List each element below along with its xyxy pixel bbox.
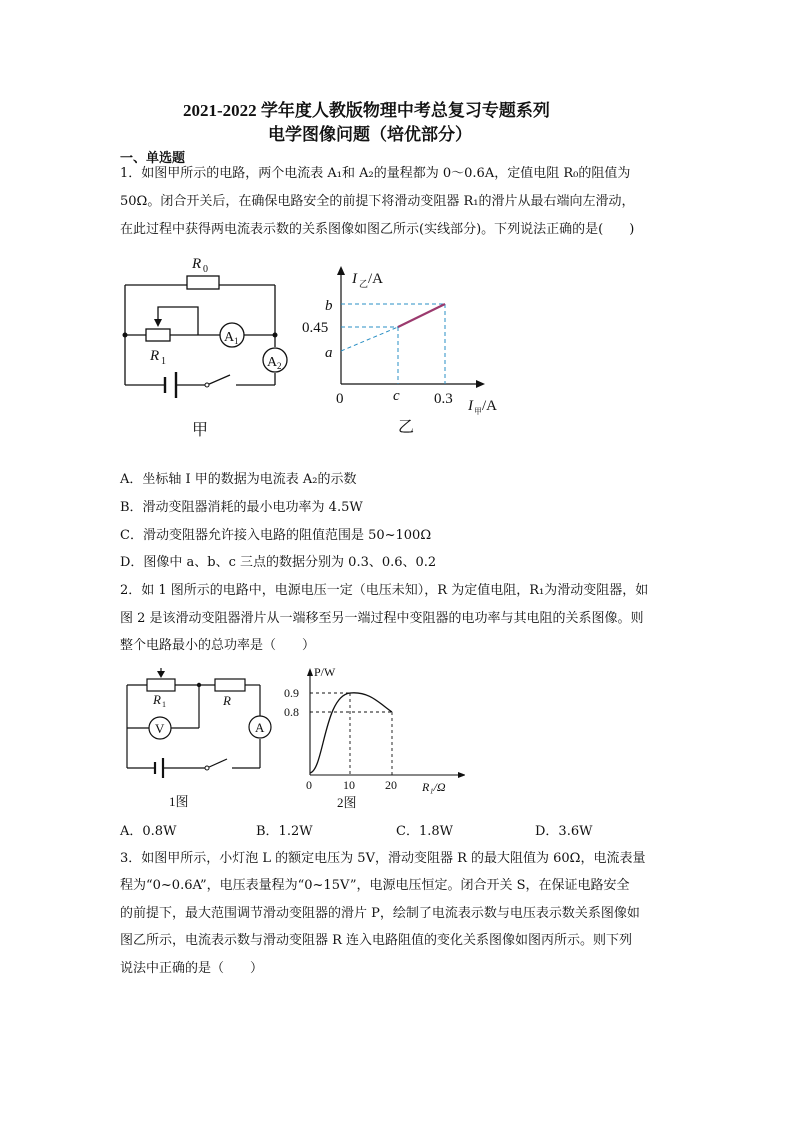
figure-caption-yi: 乙 bbox=[398, 419, 415, 436]
title-line-1: 2021-2022 学年度人教版物理中考总复习专题系列 bbox=[183, 101, 550, 120]
q1-circuit-figure bbox=[110, 245, 305, 440]
tick-045: 0.45 bbox=[302, 320, 329, 336]
ammeter-label: A bbox=[255, 720, 265, 735]
tick-20: 20 bbox=[385, 778, 397, 792]
y-axis-label-unit: /A bbox=[368, 271, 383, 287]
tick-c: c bbox=[393, 388, 400, 404]
x-axis-label: I bbox=[468, 398, 473, 414]
label-r1-sub: 1 bbox=[162, 700, 166, 709]
q2-line-1: 2．如 1 图所示的电路中，电源电压一定（电压未知），R 为定值电阻，R₁为滑动变阻器，如 bbox=[120, 583, 649, 598]
figure-caption-1: 1图 bbox=[169, 794, 189, 809]
title-line-2: 电学图像问题（培优部分） bbox=[268, 125, 472, 144]
x-axis-label: R₁/Ω bbox=[422, 780, 446, 794]
power-curve bbox=[310, 693, 392, 773]
tick-09: 0.9 bbox=[284, 686, 299, 700]
q1-option-d: D．图像中 a、b、c 三点的数据分别为 0.3、0.6、0.2 bbox=[120, 555, 437, 570]
q1-option-c: C．滑动变阻器允许接入电路的阻值范围是 50~100Ω bbox=[120, 528, 432, 543]
q3-line-1: 3．如图甲所示，小灯泡 L 的额定电压为 5V，滑动变阻器 R 的最大阻值为 60Ω，电流表量 bbox=[120, 851, 646, 866]
q1-line-3: 在此过程中获得两电流表示数的关系图像如图乙所示(实线部分)。下列说法正确的是( ) bbox=[120, 222, 635, 237]
q2-option-b: B．1.2W bbox=[256, 824, 313, 839]
figure-caption-2: 2图 bbox=[337, 795, 357, 810]
tick-b: b bbox=[325, 298, 333, 314]
y-axis-label: I bbox=[352, 271, 357, 287]
q3-line-4: 图乙所示，电流表示数与滑动变阻器 R 连入电路阻值的变化关系图像如图丙所示。则下列 bbox=[120, 933, 633, 948]
tick-08: 0.8 bbox=[284, 705, 299, 719]
ammeter-a2-label: A bbox=[267, 355, 278, 370]
q1-option-b: B．滑动变阻器消耗的最小电功率为 4.5W bbox=[120, 500, 363, 515]
x-axis-label-sub: 甲 bbox=[474, 407, 482, 416]
q3-line-3: 的前提下，最大范围调节滑动变阻器的滑片 P，绘制了电流表示数与电压表示数关系图像如 bbox=[120, 906, 640, 921]
label-r0-sub: 0 bbox=[203, 264, 208, 275]
q2-line-3: 整个电路最小的总功率是（ ） bbox=[120, 638, 316, 653]
y-axis-label: P/W bbox=[314, 665, 336, 679]
label-r0: R bbox=[192, 256, 202, 272]
q3-line-2: 程为“0~0.6A”，电压表量程为“0~15V”，电源电压恒定。闭合开关 S，在保证电路安全 bbox=[120, 878, 630, 893]
label-r: R bbox=[223, 693, 231, 708]
x-axis-label-unit: /A bbox=[482, 398, 497, 414]
q1-graph-figure bbox=[300, 258, 520, 438]
tick-03: 0.3 bbox=[434, 391, 453, 407]
q1-option-a: A．坐标轴 I 甲的数据为电流表 A₂的示数 bbox=[120, 472, 357, 487]
tick-origin: 0 bbox=[306, 778, 312, 792]
y-axis-label-sub: 乙 bbox=[359, 279, 369, 289]
q2-graph-figure bbox=[280, 660, 465, 815]
tick-origin: 0 bbox=[336, 391, 344, 407]
ammeter-a2-sub: 2 bbox=[277, 361, 282, 371]
q1-line-2: 50Ω。闭合开关后，在确保电路安全的前提下将滑动变阻器 R₁的滑片从最右端向左滑动， bbox=[120, 194, 635, 209]
voltmeter-label: V bbox=[155, 721, 165, 736]
q2-option-c: C．1.8W bbox=[396, 824, 453, 839]
q2-option-d: D．3.6W bbox=[535, 824, 593, 839]
tick-10: 10 bbox=[343, 778, 355, 792]
q1-line-1: 1．如图甲所示的电路，两个电流表 A₁和 A₂的量程都为 0～0.6A，定值电阻 R₀的阻值为 bbox=[120, 166, 631, 181]
q3-line-5: 说法中正确的是（ ） bbox=[120, 961, 264, 976]
q2-line-2: 图 2 是该滑动变阻器滑片从一端移至另一端过程中变阻器的电功率与其电阻的关系图像。则 bbox=[120, 611, 644, 626]
ammeter-a1-sub: 1 bbox=[234, 336, 239, 346]
q2-circuit-figure bbox=[115, 662, 280, 812]
ammeter-a1-label: A bbox=[224, 330, 235, 345]
q2-option-a: A．0.8W bbox=[120, 824, 177, 839]
solid-graph-segment bbox=[398, 304, 445, 327]
label-r1: R bbox=[150, 348, 160, 364]
figure-caption-jia: 甲 bbox=[192, 422, 209, 439]
section-heading: 一、单选题 bbox=[120, 151, 186, 166]
label-r1-sub: 1 bbox=[161, 356, 166, 367]
label-r1: R bbox=[153, 692, 161, 707]
tick-a: a bbox=[325, 345, 333, 361]
